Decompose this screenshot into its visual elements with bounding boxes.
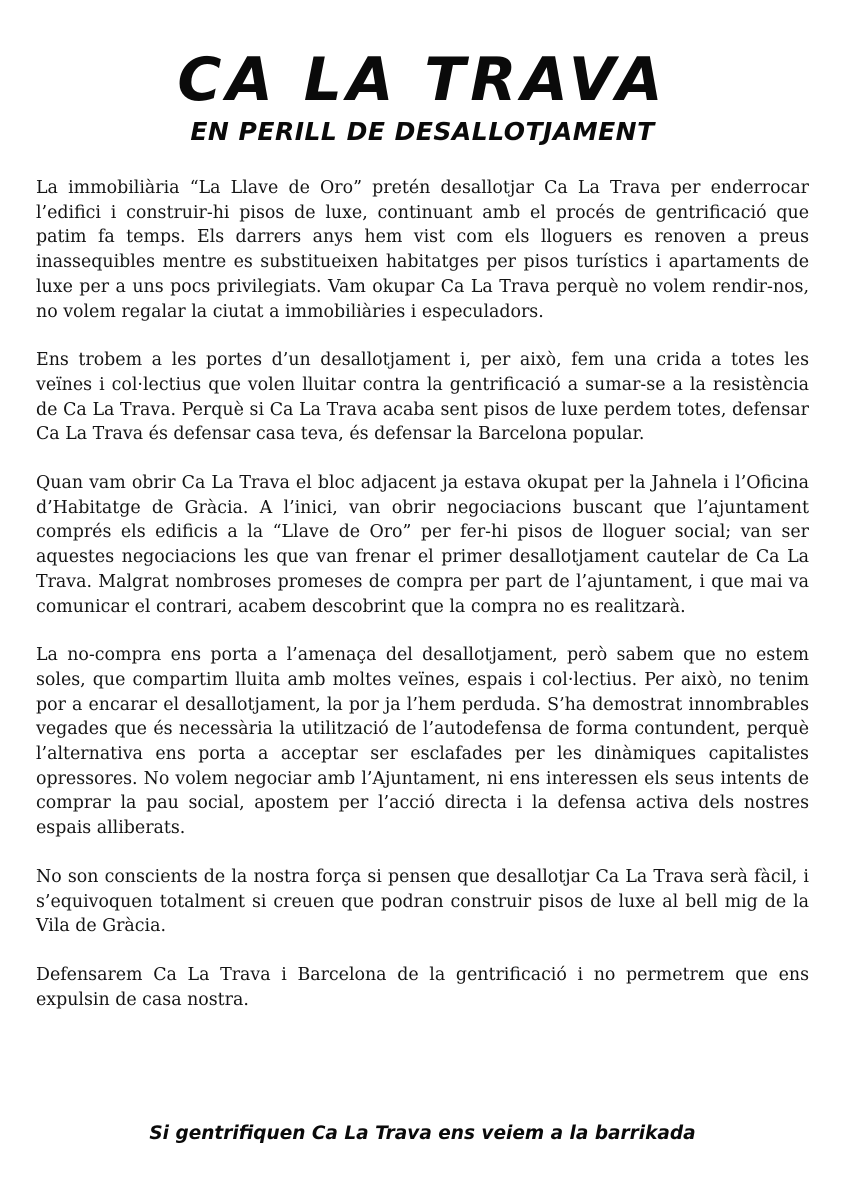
flyer-title: CA LA TRAVA	[177, 45, 668, 115]
body-paragraph-1: La immobiliària “La Llave de Oro” pretén desallotjar Ca La Trava per enderrocar l’edifici i construir-hi pisos de luxe, continuant amb el procés de gentrificació que patim fa temps. Els darrers anys hem vist com els lloguers es renoven a preus inassequibles mentre es substitueixen habitatges per pisos turístics i apartaments de luxe per a uns pocs privilegiats. Vam okupar Ca La Trava perquè no volem rendir-nos, no volem regalar la ciutat a immobiliàries i especuladors.	[36, 178, 809, 322]
flyer-body	[36, 176, 809, 1036]
body-paragraph-6: Defensarem Ca La Trava i Barcelona de la gentrificació i no permetrem que ens expulsin de casa nostra.	[36, 964, 809, 1010]
body-paragraph-4: La no-compra ens porta a l’amenaça del desallotjament, però sabem que no estem soles, que compartim lluita amb moltes veïnes, espais i col·lectius. Per això, no tenim por a encarar el desallotjament, la por ja l’hem perduda. S’ha demostrat innombrables vegades que és necessària la utilització de l’autodefensa de forma contundent, perquè l’alternativa ens porta a acceptar ser esclafades per les dinàmiques capitalistes opressores. No volem negociar amb l’Ajuntament, ni ens interessen els seus intents de comprar la pau social, apostem per l’acció directa i la defensa activa dels nostres espais alliberats.	[36, 645, 809, 839]
body-paragraph-5: No son conscients de la nostra força si pensen que desallotjar Ca La Trava serà fàcil, i s’equivoquen totalment si creuen que podran construir pisos de luxe al bell mig de la Vila de Gràcia.	[36, 866, 809, 937]
flyer-subtitle: EN PERILL DE DESALLOTJAMENT	[190, 117, 655, 146]
body-paragraph-3: Quan vam obrir Ca La Trava el bloc adjacent ja estava okupat per la Jahnela i l’Oficina d’Habitatge de Gràcia. A l’inici, van obrir negociacions buscant que l’ajuntament comprés els edificis a la “Llave de Oro” per fer-hi pisos de lloguer social; van ser aquestes negociacions les que van frenar el primer desallotjament cautelar de Ca La Trava. Malgrat nombroses promeses de compra per part de l’ajuntament, i que mai va comunicar el contrari, acabem descobrint que la compra no es realitzarà.	[36, 473, 809, 617]
body-paragraph-2: Ens trobem a les portes d’un desallotjament i, per això, fem una crida a totes les veïnes i col·lectius que volen lluitar contra la gentrificació a sumar-se a la resistència de Ca La Trava. Perquè si Ca La Trava acaba sent pisos de luxe perdem totes, defensar Ca La Trava és defensar casa teva, és defensar la Barcelona popular.	[36, 350, 809, 445]
flyer-slogan: Si gentrifiquen Ca La Trava ens veiem a la barrikada	[149, 1123, 696, 1144]
